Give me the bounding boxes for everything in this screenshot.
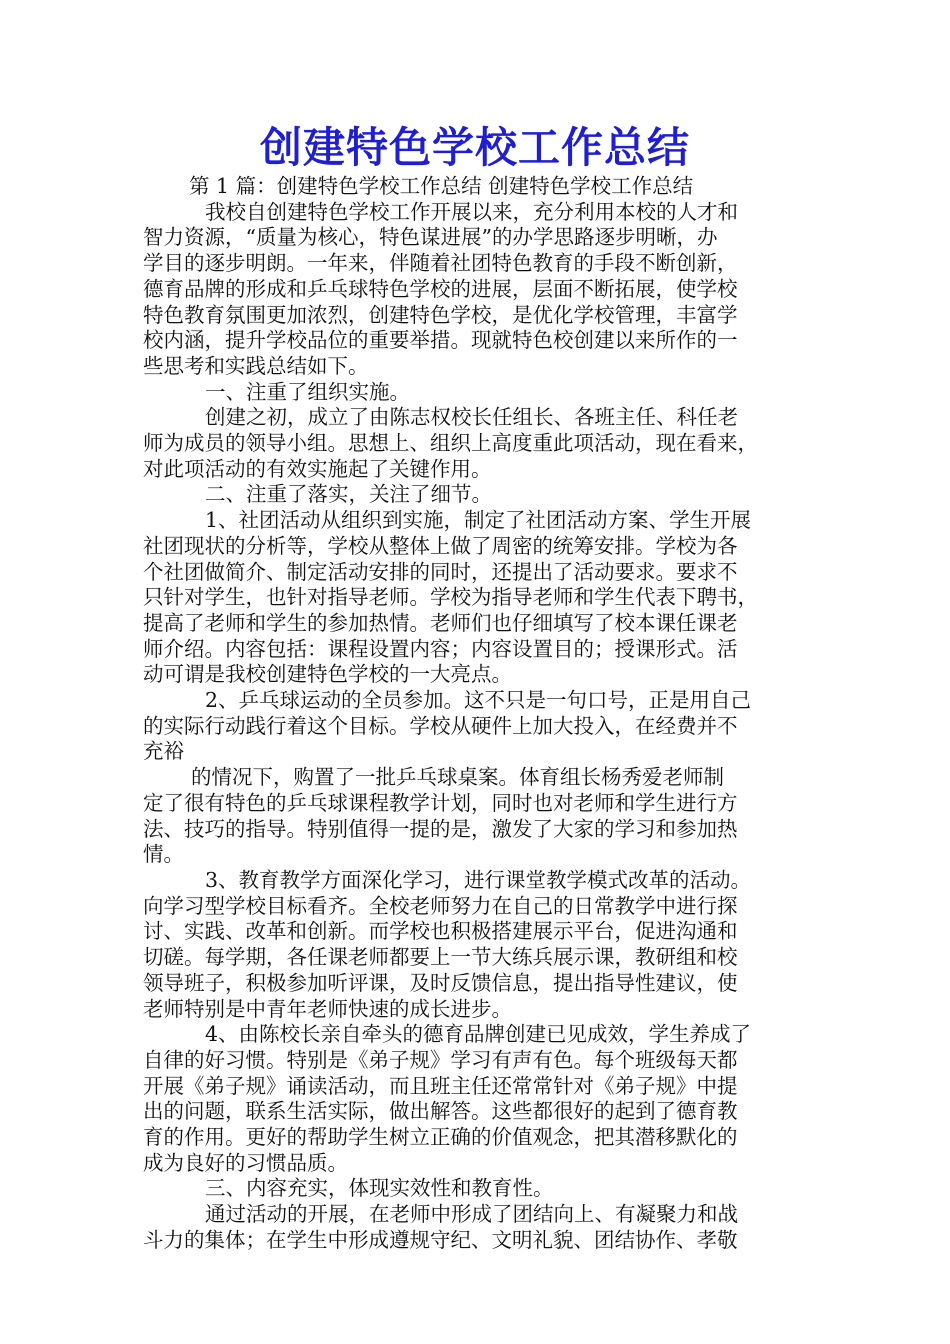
paragraph-line: 校内涵，提升学校品位的重要举措。现就特色校创建以来所作的一 — [143, 328, 738, 353]
paragraph-line: 情。 — [143, 842, 184, 867]
paragraph-line: 社团现状的分析等，学校从整体上做了周密的统筹安排。学校为各 — [143, 533, 738, 558]
paragraph-line: 智力资源，“质量为核心，特色谋进展”的办学思路逐步明晰，办 — [143, 225, 718, 250]
paragraph-line: 提高了老师和学生的参加热情。老师们也仔细填写了校本课任课老 — [143, 610, 738, 635]
paragraph-line: 充裕 — [143, 739, 184, 764]
paragraph-line: 老师特别是中青年老师快速的成长进步。 — [143, 996, 512, 1021]
paragraph-line: 法、技巧的指导。特别值得一提的是，激发了大家的学习和参加热 — [143, 816, 738, 841]
document-body — [143, 174, 813, 1254]
section-heading: 三、内容充实，体现实效性和教育性。 — [205, 1176, 554, 1201]
document-subtitle: 第 1 篇：创建特色学校工作总结 创建特色学校工作总结 — [189, 174, 694, 198]
paragraph-line: 领导班子，积极参加听评课，及时反馈信息，提出指导性建议，使 — [143, 970, 738, 995]
paragraph-line: 讨、实践、改革和创新。而学校也积极搭建展示平台，促进沟通和 — [143, 919, 738, 944]
paragraph-line: 开展《弟子规》诵读活动，而且班主任还常常针对《弟子规》中提 — [143, 1073, 738, 1098]
paragraph-line: 育的作用。更好的帮助学生树立正确的价值观念，把其潜移默化的 — [143, 1125, 738, 1150]
paragraph-line: 些思考和实践总结如下。 — [143, 353, 369, 378]
paragraph-line: 出的问题，联系生活实际，做出解答。这些都很好的起到了德育教 — [143, 1099, 738, 1124]
paragraph-line: 师为成员的领导小组。思想上、组织上高度重此项活动，现在看来， — [143, 431, 758, 456]
paragraph-line: 动可谓是我校创建特色学校的一大亮点。 — [143, 662, 512, 687]
paragraph-line: 成为良好的习惯品质。 — [143, 1150, 348, 1175]
section-heading: 二、注重了落实，关注了细节。 — [205, 482, 492, 507]
paragraph-line: 定了很有特色的乒乓球课程教学计划，同时也对老师和学生进行方 — [143, 790, 738, 815]
paragraph-line: 向学习型学校目标看齐。全校老师努力在自己的日常教学中进行探 — [143, 893, 738, 918]
paragraph-line: 斗力的集体；在学生中形成遵规守纪、文明礼貌、团结协作、孝敬 — [143, 1227, 738, 1252]
paragraph-line: 创建之初，成立了由陈志权校长任组长、各班主任、科任老 — [205, 405, 738, 430]
paragraph-line: 师介绍。内容包括：课程设置内容；内容设置目的；授课形式。活 — [143, 636, 738, 661]
paragraph-line: 学目的逐步明朗。一年来，伴随着社团特色教育的手段不断创新， — [143, 251, 738, 276]
paragraph-line: 的情况下，购置了一批乒乓球桌案。体育组长杨秀爱老师制 — [191, 765, 724, 790]
document-title: 创建特色学校工作总结 — [259, 123, 690, 172]
paragraph-line: 对此项活动的有效实施起了关键作用。 — [143, 456, 492, 481]
paragraph-line: 我校自创建特色学校工作开展以来，充分利用本校的人才和 — [205, 199, 738, 224]
paragraph-line: 个社团做简介、制定活动安排的同时，还提出了活动要求。要求不 — [143, 559, 738, 584]
paragraph-line: 1、社团活动从组织到实施，制定了社团活动方案、学生开展 — [205, 508, 752, 533]
paragraph-line: 的实际行动践行着这个目标。学校从硬件上加大投入，在经费并不 — [143, 713, 738, 738]
paragraph-line: 特色教育氛围更加浓烈，创建特色学校，是优化学校管理，丰富学 — [143, 302, 738, 327]
paragraph-line: 通过活动的开展，在老师中形成了团结向上、有凝聚力和战 — [205, 1202, 738, 1227]
paragraph-line: 切磋。每学期，各任课老师都要上一节大练兵展示课，教研组和校 — [143, 945, 738, 970]
paragraph-line: 3、教育教学方面深化学习，进行课堂教学模式改革的活动。 — [205, 867, 752, 892]
paragraph-line: 德育品牌的形成和乒乓球特色学校的进展，层面不断拓展，使学校 — [143, 276, 738, 301]
section-heading: 一、注重了组织实施。 — [205, 379, 410, 404]
paragraph-line: 4、由陈校长亲自牵头的德育品牌创建已见成效，学生养成了 — [205, 1022, 752, 1047]
paragraph-line: 自律的好习惯。特别是《弟子规》学习有声有色。每个班级每天都 — [143, 1047, 738, 1072]
paragraph-line: 只针对学生，也针对指导老师。学校为指导老师和学生代表下聘书， — [143, 585, 758, 610]
paragraph-line: 2、乒乓球运动的全员参加。这不只是一句口号，正是用自己 — [205, 688, 752, 713]
